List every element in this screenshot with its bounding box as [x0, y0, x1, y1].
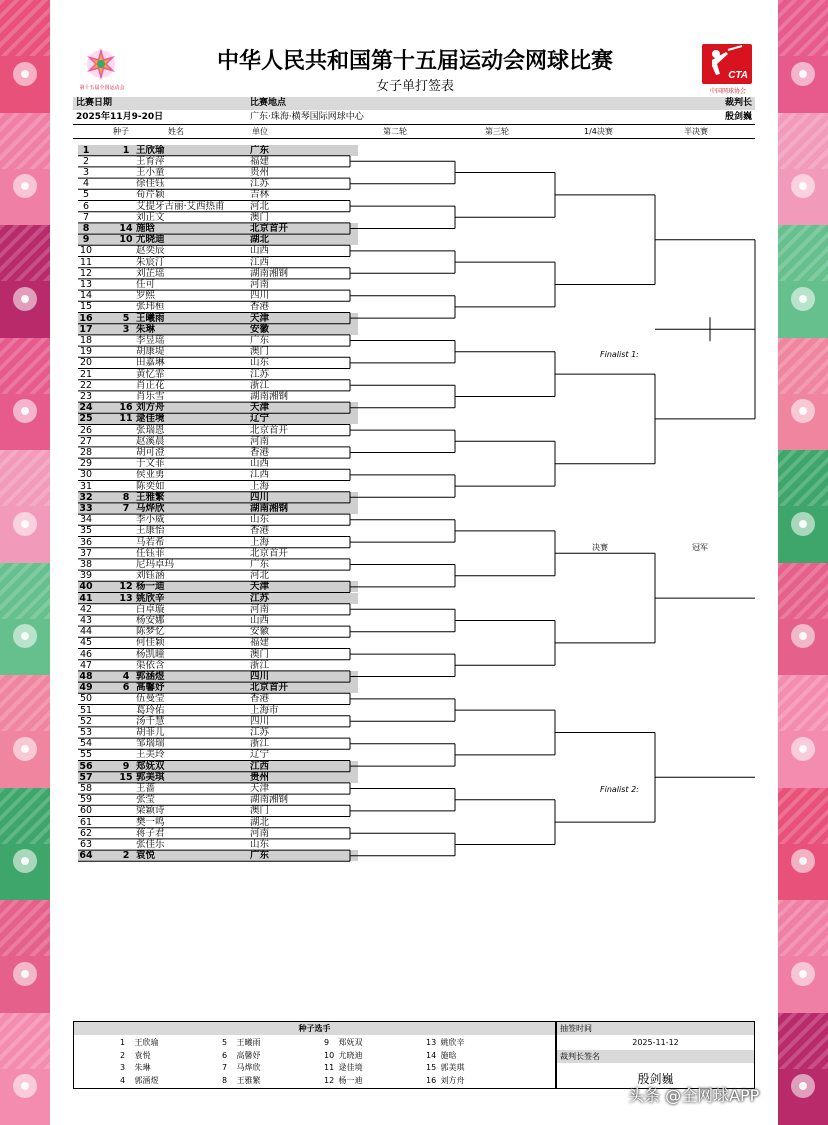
draw-position: 10	[79, 245, 93, 257]
draw-position: 50	[79, 693, 93, 705]
player-unit: 上海	[250, 536, 270, 548]
seed-entry-number: 9	[324, 1038, 330, 1047]
draw-position: 46	[79, 648, 93, 660]
seed-entry-name: 杨一迪	[338, 1075, 363, 1085]
player-unit: 山东	[250, 514, 270, 526]
player-name: 肖正花	[136, 379, 165, 391]
draw-position: 34	[79, 514, 93, 526]
seed-entry	[426, 1062, 465, 1074]
draw-position: 56	[79, 760, 93, 772]
player-name: 高馨妤	[136, 682, 165, 694]
seed-entry-number: 12	[324, 1075, 335, 1085]
seed-number: 4	[122, 670, 130, 682]
seed-entry-name: 马烨欣	[236, 1063, 261, 1072]
seed-entry-name: 袁悦	[134, 1050, 151, 1060]
player-unit: 天津	[250, 312, 270, 324]
draw-position: 2	[82, 155, 90, 167]
draw-position: 11	[79, 256, 93, 268]
player-name: 姚欣辛	[136, 592, 165, 604]
player-name: 王康怡	[136, 525, 165, 537]
final-label: 决赛	[592, 543, 608, 552]
draw-position: 29	[79, 458, 93, 470]
seed-entry	[426, 1050, 457, 1062]
player-unit: 安徽	[250, 626, 270, 638]
player-unit: 山东	[250, 838, 270, 850]
draw-position: 54	[79, 738, 93, 750]
draw-position: 48	[79, 670, 93, 682]
date-label: 比赛日期	[76, 98, 113, 108]
player-unit: 上海市	[250, 704, 279, 716]
seed-entry-name: 郑妩双	[338, 1038, 363, 1047]
finalist-1-label: Finalist 1:	[600, 350, 639, 359]
player-name: 葛玲佑	[136, 704, 165, 716]
player-unit: 香港	[250, 693, 270, 705]
player-name: 张瑞恩	[136, 424, 165, 436]
cta-logo-caption: 中国网球协会	[709, 88, 746, 95]
player-name: 刘钰涵	[136, 570, 165, 582]
draw-position: 21	[79, 368, 93, 380]
player-name: 于文菲	[136, 458, 165, 470]
player-unit: 安徽	[250, 323, 270, 335]
draw-position: 22	[79, 379, 93, 391]
seed-entry	[324, 1050, 363, 1062]
player-unit: 江苏	[250, 592, 270, 604]
draw-position: 17	[79, 323, 93, 335]
player-unit: 江西	[250, 760, 270, 772]
player-name: 王欣瑜	[136, 144, 165, 156]
player-name: 杨安娜	[136, 614, 165, 626]
draw-time-label: 抽签时间	[557, 1022, 754, 1035]
draw-position: 37	[79, 547, 93, 559]
seed-entry-name: 王欣瑜	[134, 1038, 159, 1047]
draw-position: 31	[79, 480, 93, 492]
draw-position: 1	[82, 144, 90, 156]
player-name: 渠依含	[136, 659, 165, 671]
seed-entry	[426, 1075, 465, 1087]
player-unit: 河北	[250, 200, 270, 212]
player-name: 邹瑞瑞	[136, 738, 165, 750]
seed-entry	[426, 1037, 465, 1049]
draw-position: 60	[79, 805, 93, 817]
seed-entry-name: 刘方舟	[440, 1075, 465, 1085]
draw-position: 26	[79, 424, 93, 436]
player-unit: 吉林	[250, 189, 270, 201]
player-unit: 香港	[250, 446, 270, 458]
seed-number: 9	[122, 760, 130, 772]
player-name: 赵奕辰	[136, 245, 165, 257]
seeds-table	[73, 1021, 556, 1089]
player-unit: 北京首开	[250, 222, 289, 234]
draw-position: 23	[79, 390, 93, 402]
player-unit: 江西	[250, 256, 270, 268]
draw-position: 18	[79, 334, 93, 346]
draw-position: 53	[79, 726, 93, 738]
col-round3: 第三轮	[485, 127, 509, 136]
player-name: 何佳颖	[136, 637, 165, 649]
player-name: 罗熙	[136, 290, 156, 302]
seed-entry-name: 逯佳境	[338, 1063, 363, 1072]
seed-entry-number: 5	[222, 1038, 228, 1047]
seed-entry	[120, 1062, 151, 1074]
player-name: 袁悦	[136, 850, 156, 862]
seed-entry-number: 6	[222, 1050, 228, 1060]
player-name: 艾提牙古丽·艾西热甫	[136, 200, 225, 212]
player-unit: 北京首开	[250, 682, 289, 694]
player-unit: 香港	[250, 525, 270, 537]
player-unit: 湖南湘钢	[250, 390, 289, 402]
seed-entry-number: 1	[120, 1038, 126, 1047]
draw-position: 43	[79, 614, 93, 626]
col-sf: 半决赛	[684, 127, 708, 136]
draw-position: 44	[79, 626, 93, 638]
player-unit: 四川	[250, 715, 270, 727]
player-unit: 上海	[250, 480, 270, 492]
draw-position: 13	[79, 278, 93, 290]
player-unit: 辽宁	[250, 413, 270, 425]
seed-number: 12	[119, 581, 133, 593]
player-unit: 广东	[250, 334, 270, 346]
col-unit: 单位	[252, 127, 268, 136]
player-unit: 天津	[250, 402, 270, 414]
seed-entry	[222, 1050, 261, 1062]
seed-number: 10	[119, 234, 133, 246]
seed-entry-name: 郭涵煜	[134, 1075, 159, 1085]
seed-entry-number: 16	[426, 1075, 437, 1085]
player-unit: 山西	[250, 245, 270, 257]
player-name: 马若希	[136, 536, 165, 548]
player-name: 侯亚勇	[136, 469, 165, 481]
draw-position: 3	[82, 166, 90, 178]
seed-number: 1	[122, 144, 130, 156]
draw-position: 16	[79, 312, 93, 324]
player-name: 刘方舟	[136, 402, 165, 414]
player-name: 王育萍	[136, 155, 165, 167]
player-name: 施晗	[136, 222, 156, 234]
col-name: 姓名	[168, 127, 184, 136]
player-unit: 河北	[250, 570, 270, 582]
player-name: 郭涵煜	[136, 670, 165, 682]
seed-entry-name: 尤晓迪	[338, 1050, 363, 1060]
player-name: 朱琳	[136, 323, 156, 335]
player-unit: 北京首开	[250, 424, 289, 436]
player-name: 郭美琪	[136, 771, 165, 783]
player-name: 陈奕如	[136, 480, 165, 492]
player-name: 胡可澄	[136, 446, 165, 458]
draw-position: 38	[79, 558, 93, 570]
draw-position: 9	[82, 234, 90, 246]
player-name: 杨一迪	[136, 581, 165, 593]
seed-entry	[222, 1062, 261, 1074]
draw-position: 42	[79, 603, 93, 615]
seed-entry-number: 4	[120, 1075, 126, 1085]
player-name: 荀芹颖	[136, 189, 165, 201]
draw-position: 27	[79, 435, 93, 447]
player-unit: 天津	[250, 782, 270, 794]
draw-position: 59	[79, 794, 93, 806]
player-name: 张佳乐	[136, 838, 165, 850]
player-unit: 江西	[250, 469, 270, 481]
player-name: 赵溪晨	[136, 435, 165, 447]
seed-entry-name: 郭美琪	[440, 1063, 465, 1072]
player-name: 郑妩双	[136, 760, 165, 772]
seed-number: 13	[119, 592, 133, 604]
draw-position: 39	[79, 570, 93, 582]
draw-position: 8	[82, 222, 90, 234]
draw-position: 45	[79, 637, 93, 649]
draw-position: 28	[79, 446, 93, 458]
seed-number: 6	[122, 682, 130, 694]
draw-position: 52	[79, 715, 93, 727]
seed-number: 5	[122, 312, 130, 324]
draw-position: 41	[79, 592, 93, 604]
referee-value: 殷剑巍	[724, 112, 752, 122]
draw-position: 24	[79, 402, 93, 414]
player-unit: 广东	[250, 558, 270, 570]
seed-entry-number: 2	[120, 1050, 126, 1060]
seed-number: 8	[122, 491, 130, 503]
draw-position: 40	[79, 581, 93, 593]
player-unit: 河南	[250, 278, 270, 290]
seed-number: 15	[119, 771, 133, 783]
player-unit: 澳门	[250, 346, 270, 358]
player-unit: 澳门	[250, 805, 270, 817]
seed-entry	[324, 1062, 363, 1074]
player-name: 张莹	[136, 794, 156, 806]
player-unit: 湖南湘钢	[250, 502, 289, 514]
player-name: 白卓璇	[136, 603, 165, 615]
player-name: 王美玲	[136, 749, 165, 761]
seed-entry-number: 14	[426, 1050, 437, 1060]
player-unit: 湖南湘钢	[250, 267, 289, 279]
draw-position: 36	[79, 536, 93, 548]
player-name: 杨凯曈	[136, 648, 165, 660]
player-unit: 四川	[250, 491, 270, 503]
player-name: 黄忆霏	[136, 368, 165, 380]
player-name: 汤千慧	[136, 715, 165, 727]
player-name: 徐佳钰	[136, 178, 165, 190]
player-name: 张玮桓	[136, 301, 165, 313]
player-name: 王雅繁	[136, 491, 165, 503]
seed-entry-number: 11	[324, 1063, 335, 1072]
draw-position: 33	[79, 502, 93, 514]
draw-info-box	[556, 1021, 755, 1089]
draw-position: 58	[79, 782, 93, 794]
draw-position: 57	[79, 771, 93, 783]
draw-position: 7	[82, 211, 90, 223]
draw-position: 35	[79, 525, 93, 537]
col-qf: 1/4决赛	[584, 127, 613, 136]
draw-position: 32	[79, 491, 93, 503]
player-unit: 湖北	[250, 234, 270, 246]
draw-position: 5	[82, 189, 90, 201]
draw-position: 19	[79, 346, 93, 358]
player-name: 伍曼莹	[136, 693, 165, 705]
finalist-2-label: Finalist 2:	[600, 785, 639, 794]
seed-number: 11	[119, 413, 133, 425]
player-unit: 澳门	[250, 648, 270, 660]
player-unit: 福建	[250, 637, 270, 649]
player-name: 任可	[136, 278, 156, 290]
player-unit: 江苏	[250, 178, 270, 190]
player-unit: 贵州	[250, 771, 270, 783]
draw-position: 15	[79, 301, 93, 313]
seed-number: 16	[119, 402, 133, 414]
page-title: 中华人民共和国第十五届运动会网球比赛	[216, 49, 613, 74]
seed-entry	[120, 1075, 159, 1087]
player-unit: 江苏	[250, 368, 270, 380]
player-name: 李昱瑶	[136, 334, 165, 346]
player-name: 肖乐雪	[136, 390, 165, 402]
draw-position: 20	[79, 357, 93, 369]
player-name: 尤晓迪	[136, 234, 165, 246]
seed-number: 7	[122, 502, 130, 514]
seed-number: 14	[119, 222, 133, 234]
player-unit: 河南	[250, 827, 270, 839]
seed-entry-name: 朱琳	[134, 1063, 151, 1072]
draw-position: 12	[79, 267, 93, 279]
player-unit: 浙江	[250, 659, 270, 671]
draw-position: 6	[82, 200, 90, 212]
player-unit: 江苏	[250, 726, 270, 738]
seed-entry-name: 施晗	[440, 1050, 457, 1060]
referee-label: 裁判长	[724, 98, 752, 108]
player-name: 王小童	[136, 166, 165, 178]
player-name: 蒋子君	[136, 827, 165, 839]
player-unit: 湖南湘钢	[250, 794, 289, 806]
draw-position: 47	[79, 659, 93, 671]
player-name: 刘芷瑶	[136, 267, 165, 279]
seed-entry-number: 3	[120, 1063, 126, 1072]
player-unit: 澳门	[250, 211, 270, 223]
player-unit: 山东	[250, 357, 270, 369]
player-unit: 天津	[250, 581, 270, 593]
draw-position: 64	[79, 850, 93, 862]
player-unit: 四川	[250, 290, 270, 302]
player-name: 田嘉琳	[136, 357, 165, 369]
player-name: 梁颖诗	[136, 805, 165, 817]
games-logo-caption: 第十五届全国运动会	[79, 85, 125, 91]
col-round2: 第二轮	[383, 127, 407, 136]
seeds-title: 种子选手	[74, 1022, 555, 1035]
referee-sign-label: 裁判长签名	[557, 1050, 754, 1063]
player-name: 王蔷	[136, 782, 156, 794]
player-name: 尼玛卓玛	[136, 558, 175, 570]
cta-logo-text: CTA	[728, 70, 748, 81]
col-seed: 种子	[113, 127, 129, 136]
player-name: 陈梦忆	[136, 626, 165, 638]
player-unit: 辽宁	[250, 749, 270, 761]
seed-entry-number: 7	[222, 1063, 228, 1072]
draw-position: 14	[79, 290, 93, 302]
player-unit: 浙江	[250, 738, 270, 750]
player-name: 刘正文	[136, 211, 165, 223]
draw-position: 51	[79, 704, 93, 716]
player-unit: 河南	[250, 435, 270, 447]
draw-position: 49	[79, 682, 93, 694]
champion-label: 冠军	[692, 543, 708, 552]
player-name: 胡菲儿	[136, 726, 165, 738]
venue-label: 比赛地点	[250, 98, 287, 108]
seed-entry-name: 王雅繁	[236, 1075, 261, 1085]
player-unit: 四川	[250, 670, 270, 682]
referee-signature: 殷剑巍	[637, 1072, 674, 1086]
player-name: 王曦雨	[136, 312, 165, 324]
seed-entry-number: 13	[426, 1038, 437, 1047]
watermark: 头条 @全网球APP	[628, 1086, 760, 1105]
draw-position: 25	[79, 413, 93, 425]
seed-entry-name: 姚欣辛	[440, 1038, 465, 1047]
seed-entry-number: 10	[324, 1050, 335, 1060]
draw-position: 63	[79, 838, 93, 850]
date-value: 2025年11月9-20日	[76, 112, 164, 122]
seed-entry	[120, 1037, 159, 1049]
player-unit: 河南	[250, 603, 270, 615]
seed-entry-name: 王曦雨	[236, 1038, 261, 1047]
seed-entry-name: 高馨妤	[236, 1050, 261, 1060]
draw-position: 55	[79, 749, 93, 761]
draw-time-value: 2025-11-12	[632, 1038, 679, 1047]
player-name: 朱宸汀	[136, 256, 165, 268]
player-name: 李小威	[136, 514, 165, 526]
player-name: 樊一鸣	[136, 816, 165, 828]
seed-entry	[324, 1037, 363, 1049]
seed-entry	[222, 1037, 261, 1049]
player-name: 逯佳境	[136, 413, 165, 425]
player-name: 任钰菲	[136, 547, 165, 559]
player-name: 马烨欣	[136, 502, 165, 514]
seed-entry	[222, 1075, 261, 1087]
player-unit: 山西	[250, 458, 270, 470]
player-unit: 贵州	[250, 166, 270, 178]
page-subtitle: 女子单打签表	[375, 79, 454, 94]
player-unit: 山西	[250, 614, 270, 626]
seed-number: 3	[122, 323, 130, 335]
seed-number: 2	[122, 850, 130, 862]
draw-position: 4	[82, 178, 90, 190]
player-unit: 广东	[250, 144, 270, 156]
seed-entry-number: 15	[426, 1063, 437, 1072]
player-unit: 浙江	[250, 379, 270, 391]
player-unit: 湖北	[250, 816, 270, 828]
seed-entry-number: 8	[222, 1075, 228, 1085]
draw-position: 30	[79, 469, 93, 481]
draw-position: 61	[79, 816, 93, 828]
player-unit: 广东	[250, 850, 270, 862]
seed-entry	[120, 1050, 151, 1062]
player-unit: 北京首开	[250, 547, 289, 559]
player-unit: 香港	[250, 301, 270, 313]
venue-value: 广东·珠海·横琴国际网球中心	[250, 112, 364, 122]
draw-position: 62	[79, 827, 93, 839]
player-name: 胡康堤	[136, 346, 165, 358]
player-unit: 福建	[250, 155, 270, 167]
seed-entry	[324, 1075, 363, 1087]
